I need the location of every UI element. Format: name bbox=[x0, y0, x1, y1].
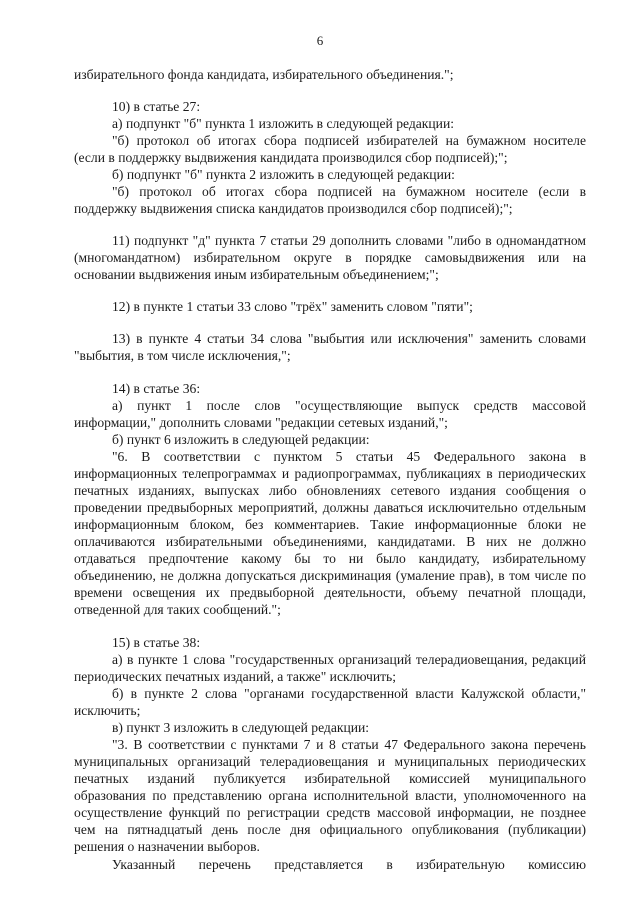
text-line: оплачиваются избирательными объединениями, кандидатами. В них не должно bbox=[74, 534, 586, 549]
text-line: а) в пункте 1 слова "государственных организаций телерадиовещания, редакций bbox=[112, 652, 586, 667]
text-line: б) пункт 6 изложить в следующей редакции: bbox=[112, 432, 370, 447]
text-line: осуществление функций по регистрации средств массовой информации, не позднее bbox=[74, 805, 586, 820]
text-line: печатных изданий публикуется избирательной комиссией муниципального bbox=[74, 771, 586, 786]
text-line: (если в поддержку выдвижения кандидата производился сбор подписей);"; bbox=[74, 150, 508, 165]
text-line: периодических печатных изданий, а также" исключить; bbox=[74, 669, 397, 684]
text-line: "б) протокол об итогах сбора подписей избирателей на бумажном носителе bbox=[112, 133, 586, 148]
text-line: 15) в статье 38: bbox=[112, 635, 201, 650]
text-line: "выбытия, в том числе исключения,"; bbox=[74, 348, 291, 363]
text-line: информации," дополнить словами "редакции сетевых изданий,"; bbox=[74, 415, 448, 430]
text-line: решения о назначении выборов. bbox=[74, 839, 260, 854]
text-line: основании выдвижения иным избирательным объединением;"; bbox=[74, 267, 439, 282]
text-line: 11) подпункт "д" пункта 7 статьи 29 дополнить словами "либо в одномандатном bbox=[112, 233, 586, 248]
text-line: печатных изданиях, выпусках либо обновлениях сетевого издания сообщения о bbox=[74, 483, 586, 498]
text-line: б) подпункт "б" пункта 2 изложить в следующей редакции: bbox=[112, 167, 455, 182]
text-line: чем на пятнадцатый день после дня официального опубликования (публикации) bbox=[74, 822, 586, 837]
text-line: "3. В соответствии с пунктами 7 и 8 статьи 47 Федерального закона перечень bbox=[112, 737, 586, 752]
text-line: исключить; bbox=[74, 703, 141, 718]
text-line: информационным блоком, без комментариев. Такие информационные блоки не bbox=[74, 517, 586, 532]
text-line: 10) в статье 27: bbox=[112, 99, 201, 114]
page-number: 6 bbox=[316, 33, 324, 48]
text-line: отдаваться предпочтение какому бы то ни было кандидату, избирательному bbox=[74, 551, 586, 566]
text-line: поддержку выдвижения списка кандидатов производился сбор подписей);"; bbox=[74, 201, 513, 216]
text-line: а) подпункт "б" пункта 1 изложить в следующей редакции: bbox=[112, 116, 455, 131]
text-line: времени освещения их предвыборной деятельности, объему печатной площади, bbox=[74, 585, 586, 600]
text-line: проведении предвыборных мероприятий, должны даваться исключительно отдельным bbox=[74, 500, 586, 515]
text-line: объединению, не должна допускаться дискриминация (умаление прав), в том числе по bbox=[74, 568, 586, 583]
text-line: 14) в статье 36: bbox=[112, 381, 201, 396]
text-line: б) в пункте 2 слова "органами государственной власти Калужской области," bbox=[112, 686, 586, 701]
text-line: 12) в пункте 1 статьи 33 слово "трёх" заменить словом "пяти"; bbox=[112, 299, 473, 314]
text-line: муниципальных организаций телерадиовещания и муниципальных периодических bbox=[74, 754, 586, 769]
text-line: (многомандатном) избирательном округе в порядке самовыдвижения или на bbox=[74, 250, 586, 265]
text-line: в) пункт 3 изложить в следующей редакции: bbox=[112, 720, 370, 735]
text-line: "6. В соответствии с пунктом 5 статьи 45 Федерального закона в bbox=[112, 449, 586, 464]
text-line: информационных телепрограммах и радиопрограммах, публикациях в периодических bbox=[74, 466, 586, 481]
text-line: "б) протокол об итогах сбора подписей на бумажном носителе (если в bbox=[112, 184, 586, 199]
text-line: Указанный перечень представляется в избирательную комиссию bbox=[112, 857, 586, 872]
text-line: а) пункт 1 после слов "осуществляющие выпуск средств массовой bbox=[112, 398, 586, 413]
text-line: отведенной для таких сообщений."; bbox=[74, 602, 281, 617]
text-line: избирательного фонда кандидата, избирательного объединения."; bbox=[74, 67, 454, 82]
text-line: образования по представлению органа исполнительной власти, уполномоченного на bbox=[74, 788, 586, 803]
text-line: 13) в пункте 4 статьи 34 слова "выбытия или исключения" заменить словами bbox=[112, 331, 586, 346]
